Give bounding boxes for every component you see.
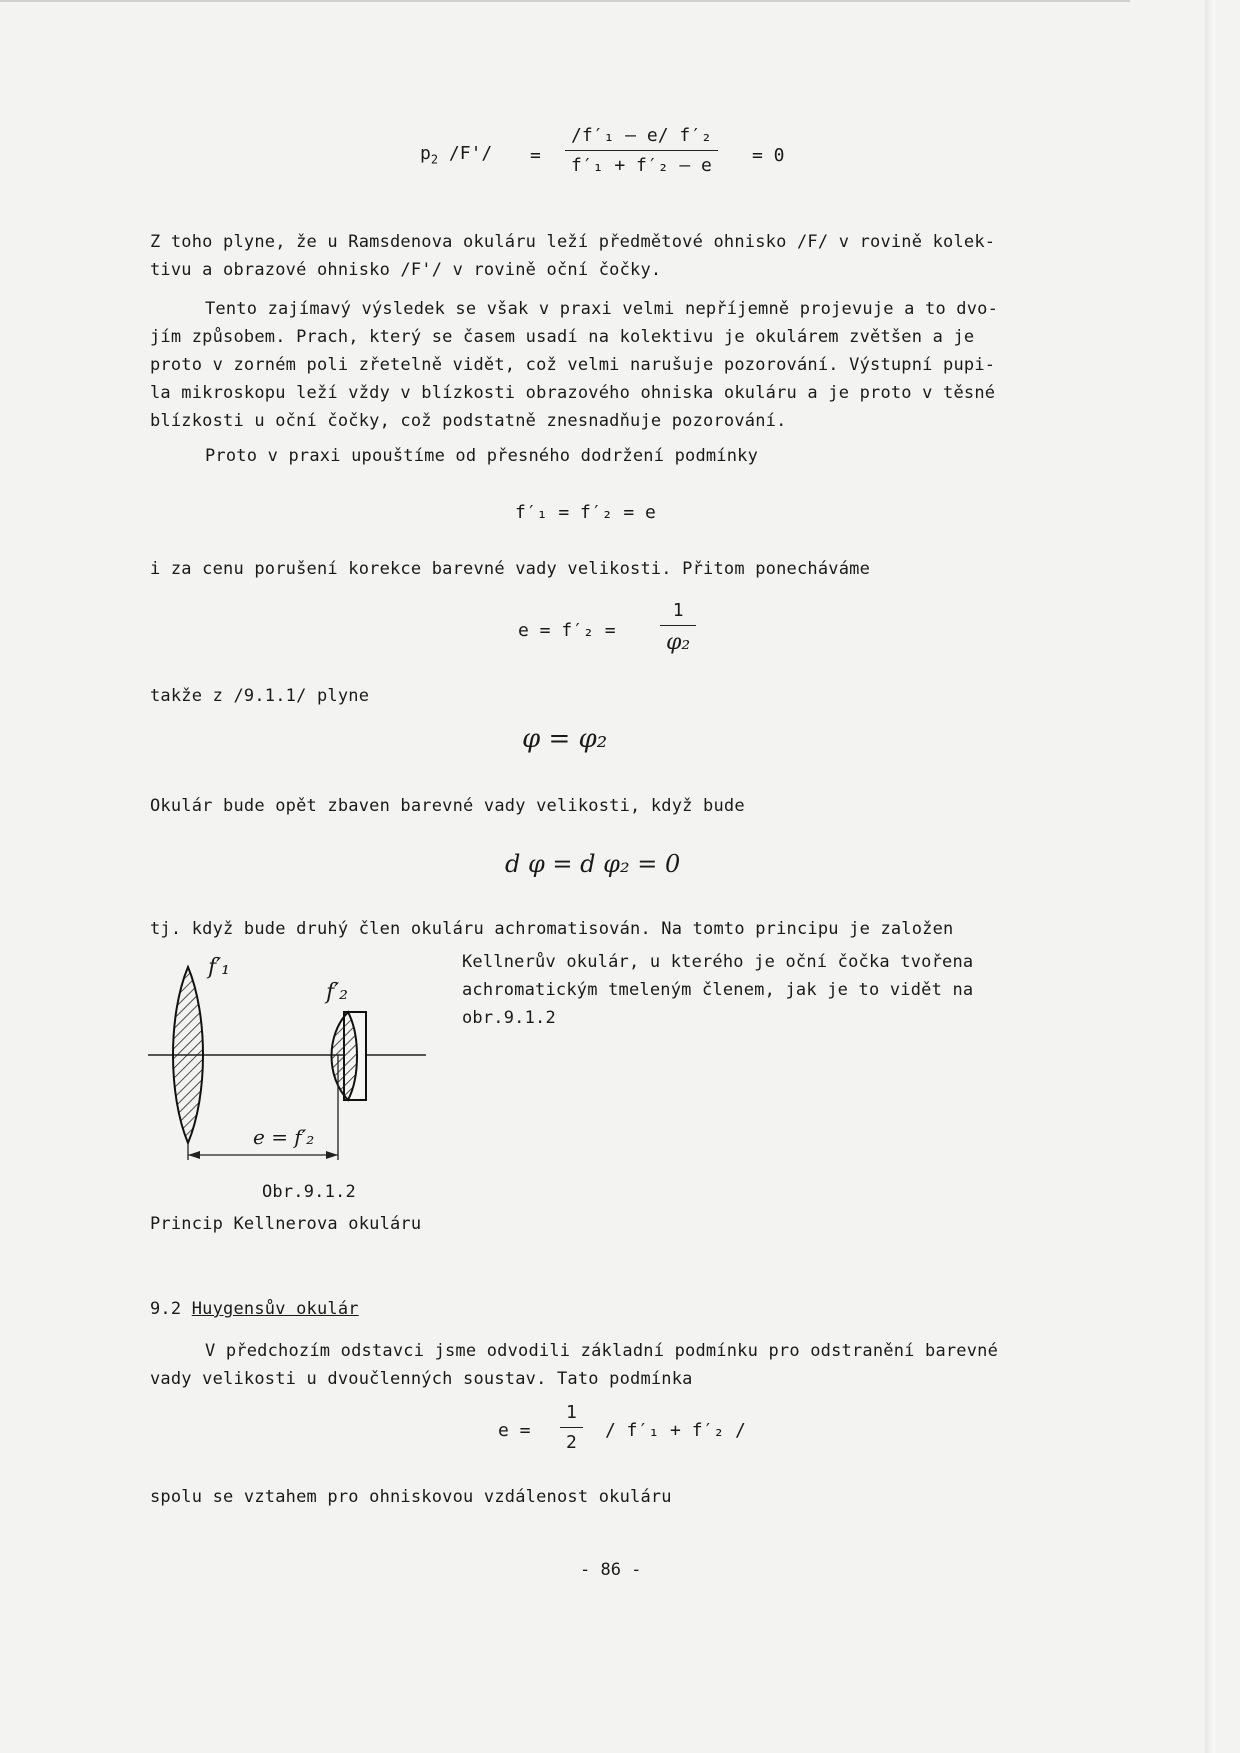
equation-3-fraction — [660, 600, 696, 655]
eq1-numerator: /f′₁ – e/ f′₂ — [565, 125, 718, 151]
scan-edge-top — [0, 0, 1130, 2]
text-line: V předchozím odstavci jsme odvodili základní podmínku pro odstranění barevné — [205, 1341, 999, 1361]
text-line: vady velikosti u dvoučlenných soustav. Tato podmínka — [150, 1369, 693, 1389]
equation-5: d φ = d φ₂ = 0 — [505, 850, 681, 878]
eq6-numerator: 1 — [560, 1402, 583, 1428]
paragraph-6 — [150, 792, 745, 820]
eq1-lhs-rest: /F'/ — [438, 143, 493, 164]
text-line: obr.9.1.2 — [462, 1008, 556, 1028]
eq1-denominator: f′₁ + f′₂ – e — [571, 155, 712, 176]
equation-1 — [420, 143, 492, 167]
text-line: takže z /9.1.1/ plyne — [150, 686, 370, 706]
equation-2: f′₁ = f′₂ = e — [515, 502, 656, 523]
equation-6-rhs: / f′₁ + f′₂ / — [605, 1420, 746, 1441]
section-number: 9.2 — [150, 1299, 182, 1319]
label-f1-prime: f′₁ — [208, 955, 230, 980]
text-line: la mikroskopu leží vždy v blízkosti obrazového ohniska okuláru a je proto v těsné — [150, 383, 996, 403]
paragraph-7-wrap — [462, 948, 973, 1032]
label-f2-prime: f′₂ — [326, 980, 348, 1005]
equation-4: φ = φ₂ — [522, 724, 608, 754]
section-title: Huygensův okulár — [191, 1299, 359, 1319]
paragraph-1 — [150, 228, 995, 284]
dimension-arrow-right — [326, 1151, 338, 1159]
equation-1-rhs: = 0 — [752, 145, 785, 166]
equation-6-fraction — [560, 1402, 583, 1453]
text-line: Proto v praxi upouštíme od přesného dodržení podmínky — [205, 446, 759, 466]
equation-6-lhs: e = — [498, 1420, 531, 1441]
text-line: proto v zorném poli zřetelně vidět, což velmi narušuje pozorování. Výstupní pupi- — [150, 355, 996, 375]
text-line: blízkosti u oční čočky, což podstatně znesnadňuje pozorování. — [150, 411, 787, 431]
text-line: i za cenu porušení korekce barevné vady velikosti. Přitom ponecháváme — [150, 559, 871, 579]
paragraph-2 — [150, 295, 998, 435]
figure-caption-text: Princip Kellnerova okuláru — [150, 1214, 422, 1234]
paragraph-7 — [150, 915, 953, 943]
section-heading — [150, 1295, 359, 1323]
text-line: tivu a obrazové ohnisko /F'/ v rovině oční čočky. — [150, 260, 662, 280]
paragraph-8 — [150, 1337, 998, 1393]
text-line: Tento zajímavý výsledek se však v praxi velmi nepříjemně projevuje a to dvo- — [205, 299, 999, 319]
text-line: Z toho plyne, že u Ramsdenova okuláru leží předmětové ohnisko /F/ v rovině kolek- — [150, 232, 996, 252]
figure-caption-number: Obr.9.1.2 — [262, 1182, 356, 1202]
eq3-denominator: φ₂ — [666, 630, 691, 655]
kellner-eyepiece-figure — [148, 955, 438, 1175]
paragraph-3 — [150, 442, 758, 470]
paragraph-9 — [150, 1483, 672, 1511]
field-lens — [173, 967, 203, 1143]
eq6-denominator: 2 — [566, 1432, 577, 1453]
eq3-numerator: 1 — [660, 600, 696, 626]
equation-1-fraction — [565, 125, 718, 176]
text-line: Okulár bude opět zbaven barevné vady velikosti, když bude — [150, 796, 745, 816]
text-line: jím způsobem. Prach, který se časem usadí na kolektivu je okulárem zvětšen a je — [150, 327, 975, 347]
paragraph-4 — [150, 555, 870, 583]
text-line: Kellnerův okulár, u kterého je oční čočka tvořena — [462, 952, 974, 972]
paragraph-5 — [150, 682, 369, 710]
scan-edge-shadow — [1205, 0, 1215, 1753]
text-line: achromatickým tmeleným členem, jak je to vidět na — [462, 980, 974, 1000]
dimension-arrow-left — [188, 1151, 200, 1159]
page-number: - 86 - — [580, 1560, 642, 1580]
text-line: spolu se vztahem pro ohniskovou vzdálenost okuláru — [150, 1487, 672, 1507]
text-line: tj. když bude druhý člen okuláru achromatisován. Na tomto principu je založen — [150, 919, 954, 939]
equation-3-lhs: e = f′₂ = — [518, 620, 616, 641]
equation-1-equals: = — [530, 145, 541, 166]
eye-lens-crown — [332, 1012, 358, 1100]
eq1-lhs-sub: 2 — [430, 152, 439, 167]
label-e-equals-f2: e = f′₂ — [253, 1125, 315, 1149]
eq1-lhs: p — [420, 143, 431, 164]
